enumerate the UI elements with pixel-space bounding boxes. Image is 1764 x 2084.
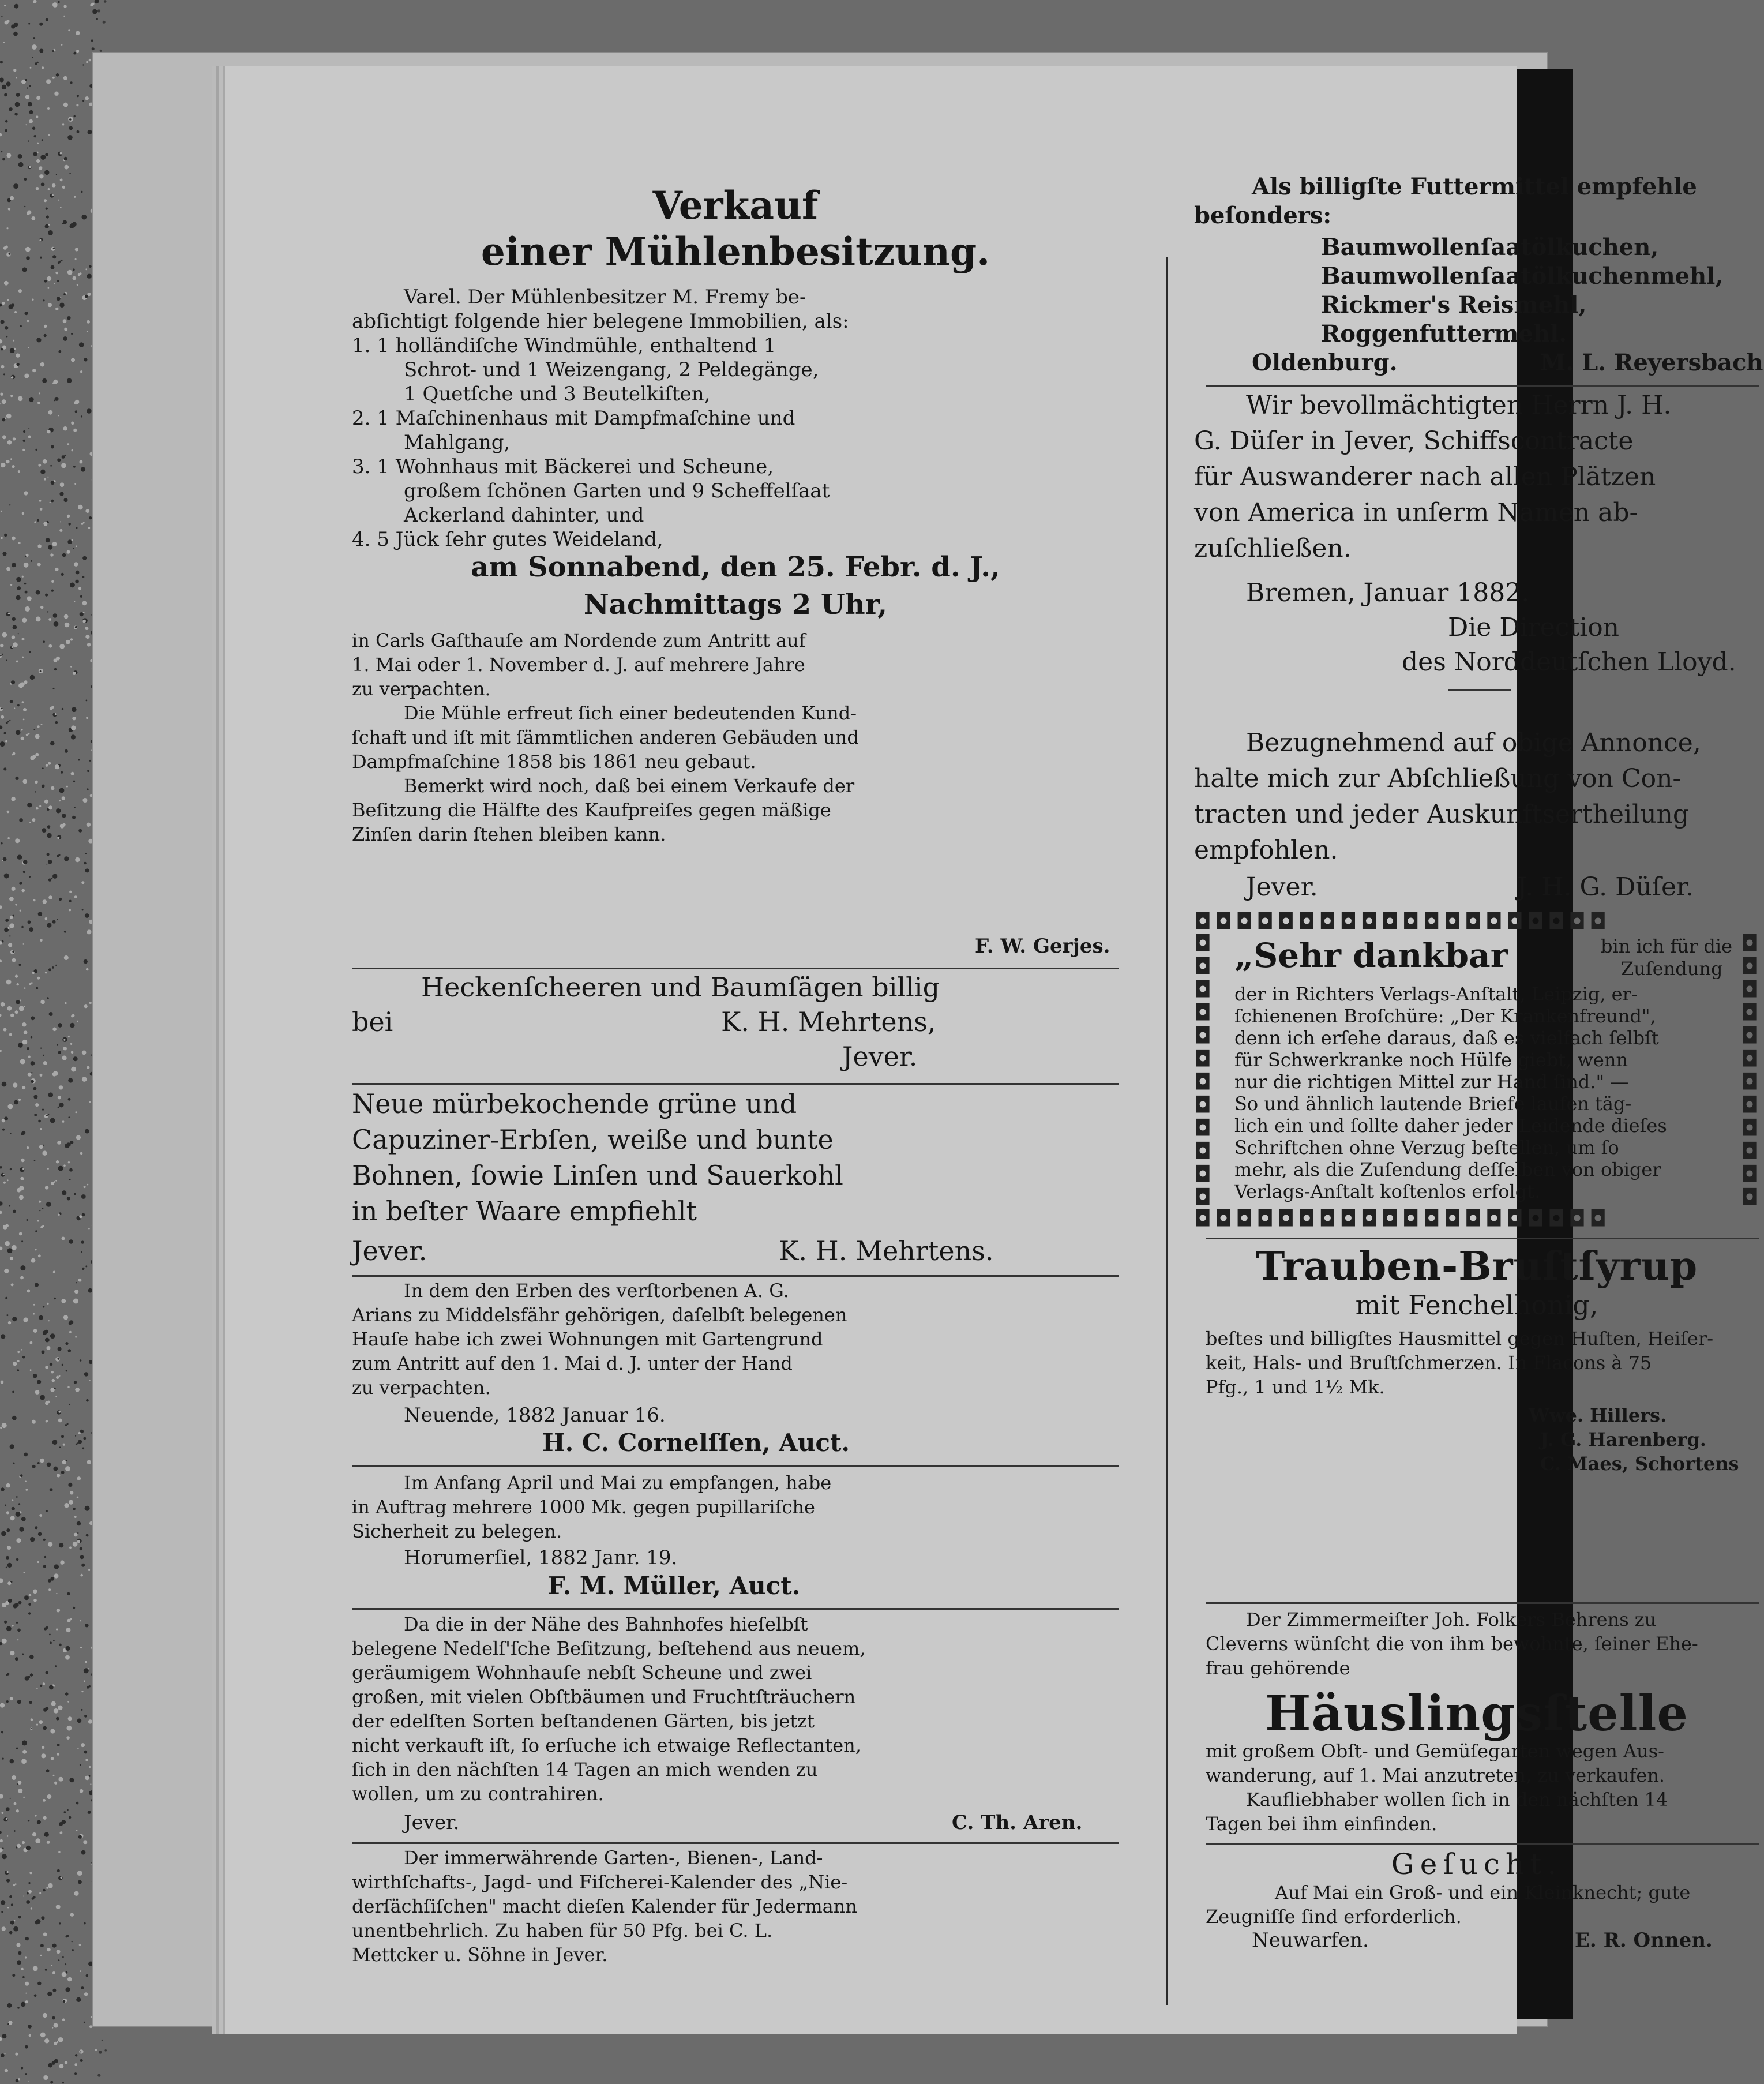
ad-date: am Sonnabend, den 25. Febr. d. J., xyxy=(471,551,1000,583)
text-line: lich ein und ſollte daher jeder Leidende dieſes xyxy=(1234,1115,1667,1137)
text-line: großen, mit vielen Obſtbäumen und Fruchtſträuchern xyxy=(352,1686,856,1708)
ornament-column-icon: ◘ ◘ ◘ ◘ ◘ ◘ ◘ ◘ ◘ ◘ ◘ ◘ xyxy=(1194,931,1215,1210)
signature: J. H. G. Düſer. xyxy=(1517,872,1694,902)
text-line: keit, Hals- und Bruſtſchmerzen. In Flacons à 75 xyxy=(1206,1352,1652,1374)
text-line: In dem den Erben des verſtorbenen A. G. xyxy=(404,1280,789,1302)
ad-text: bei xyxy=(352,1006,393,1037)
text-line: in beſter Waare empfiehlt xyxy=(352,1195,697,1227)
text-line: denn ich erſehe daraus, daß es vielfach ſelbſt xyxy=(1234,1027,1659,1049)
signature: des Norddeutſchen Lloyd. xyxy=(1402,647,1736,677)
ad-text: beſonders: xyxy=(1194,202,1332,229)
text-line: für Schwerkranke noch Hülfe giebt, wenn xyxy=(1234,1049,1628,1071)
text-line: in Carls Gaſthauſe am Nordende zum Antritt auf xyxy=(352,629,806,651)
text-line: Schrot- und 1 Weizengang, 2 Peldegänge, xyxy=(404,358,819,381)
seller-name: Wwe. Hillers. xyxy=(1529,1404,1667,1426)
text-line: Sicherheit zu belegen. xyxy=(352,1520,562,1542)
text-line: Da die in der Nähe des Bahnhofes hieſelbſt xyxy=(404,1613,808,1635)
text-line: Zinſen darin ſtehen bleiben kann. xyxy=(352,823,666,845)
signature: H. C. Cornelſſen, Auct. xyxy=(542,1429,850,1457)
dateline: Neuende, 1882 Januar 16. xyxy=(404,1404,666,1427)
text-line: frau gehörende xyxy=(1206,1657,1350,1679)
ad-headline: „Sehr dankbar xyxy=(1234,936,1508,975)
ad-text: Zuſendung xyxy=(1621,958,1723,980)
divider xyxy=(1206,385,1759,387)
text-line: Capuziner-Erbſen, weiße und bunte xyxy=(352,1124,834,1155)
text-line: für Auswanderer nach allen Plätzen xyxy=(1194,462,1656,492)
text-line: Mettcker u. Söhne in Jever. xyxy=(352,1944,608,1966)
text-line: Arians zu Middelsfähr gehörigen, daſelbſt belegenen xyxy=(352,1304,847,1326)
text-line: mit großem Obſt- und Gemüſegarten wegen Aus- xyxy=(1206,1740,1664,1762)
divider xyxy=(352,1608,1119,1610)
product-item: Baumwollenſaatölkuchen, xyxy=(1321,234,1659,261)
text-line: tracten und jeder Auskunftsertheilung xyxy=(1194,800,1690,829)
seller-name: J. G. Harenberg. xyxy=(1540,1429,1706,1450)
ad-time: Nachmittags 2 Uhr, xyxy=(583,589,888,621)
text-line: Tagen bei ihm einfinden. xyxy=(1206,1813,1438,1835)
signature: F. M. Müller, Auct. xyxy=(548,1572,801,1600)
text-line: Dampfmaſchine 1858 bis 1861 neu gebaut. xyxy=(352,751,756,773)
text-line: Bemerkt wird noch, daß bei einem Verkaufe der xyxy=(404,775,855,797)
ad-text: K. H. Mehrtens. xyxy=(779,1235,994,1266)
ad-title: einer Mühlenbesitzung. xyxy=(481,229,990,274)
signature: Die Direction xyxy=(1448,613,1620,642)
divider xyxy=(352,968,1119,969)
divider xyxy=(352,1842,1119,1844)
ad-title: Trauben-Bruſtſyrup xyxy=(1255,1243,1698,1290)
ornament-row-icon: ◘◘◘◘◘◘◘◘◘◘◘◘◘◘◘◘◘◘◘◘ xyxy=(1194,1206,1611,1231)
text-line: unentbehrlich. Zu haben für 50 Pfg. bei C. L. xyxy=(352,1920,773,1941)
text-line: 4. 5 Jück ſehr gutes Weideland, xyxy=(352,528,663,551)
text-line: der in Richters Verlags-Anſtalt, Leipzig, er- xyxy=(1234,983,1638,1005)
text-line: abſichtigt folgende hier belegene Immobilien, als: xyxy=(352,310,849,333)
text-line: Der immerwährende Garten-, Bienen-, Land- xyxy=(404,1847,823,1869)
dateline: Horumerſiel, 1882 Janr. 19. xyxy=(404,1546,678,1569)
ad-text: Jever. xyxy=(352,1235,427,1266)
text-line: großem ſchönen Garten und 9 Scheffelſaat xyxy=(404,479,830,503)
text-line: 1. 1 holländiſche Windmühle, enthaltend 1 xyxy=(352,334,776,357)
text-line: empfohlen. xyxy=(1194,835,1338,865)
text-line: 1. Mai oder 1. November d. J. auf mehrere Jahre xyxy=(352,654,805,676)
text-line: Beſitzung die Hälfte des Kaufpreiſes gegen mäßige xyxy=(352,799,831,821)
text-line: Pfg., 1 und 1½ Mk. xyxy=(1206,1376,1385,1398)
text-line: nur die richtigen Mittel zur Hand ſind." — xyxy=(1234,1071,1629,1093)
text-line: zu verpachten. xyxy=(352,1377,491,1399)
ad-text: Als billigſte Futtermittel empfehle xyxy=(1252,173,1697,200)
text-line: von America in unſerm Namen ab- xyxy=(1194,498,1638,527)
ad-text: Jever. xyxy=(842,1041,918,1072)
divider xyxy=(1206,1602,1759,1604)
ad-title: Verkauf xyxy=(652,183,819,228)
place: Oldenburg. xyxy=(1252,349,1398,376)
place: Neuwarfen. xyxy=(1252,1929,1369,1952)
text-line: Bezugnehmend auf obige Annonce, xyxy=(1246,728,1701,758)
text-line: Ackerland dahinter, und xyxy=(404,504,644,527)
text-line: ſchienenen Broſchüre: „Der Krankenfreund", xyxy=(1234,1005,1656,1027)
text-line: Die Mühle erfreut ſich einer bedeutenden Kund- xyxy=(404,702,857,724)
text-line: Kaufliebhaber wollen ſich in den nächſten 14 xyxy=(1246,1789,1668,1811)
text-line: Zeugniſſe ſind erforderlich. xyxy=(1206,1906,1462,1928)
text-line: Der Zimmermeiſter Joh. Folkers Behrens zu xyxy=(1246,1609,1657,1631)
text-line: Neue mürbekochende grüne und xyxy=(352,1088,797,1119)
text-line: halte mich zur Abſchließung von Con- xyxy=(1194,764,1682,793)
signature: E. R. Onnen. xyxy=(1575,1929,1713,1952)
text-line: Mahlgang, xyxy=(404,431,511,454)
text-line: G. Düſer in Jever, Schiffscontracte xyxy=(1194,426,1634,456)
place: Jever. xyxy=(404,1811,460,1834)
text-line: Varel. Der Mühlenbesitzer M. Fremy be- xyxy=(404,286,806,309)
text-line: Auf Mai ein Groß- und ein Kleinknecht; gute xyxy=(1275,1881,1691,1903)
text-line: ſchaft und iſt mit ſämmtlichen anderen Gebäuden und xyxy=(352,726,859,748)
text-line: wollen, um zu contrahiren. xyxy=(352,1783,604,1805)
ad-title: Häuslingsſtelle xyxy=(1265,1685,1688,1742)
text-line: ſich in den nächſten 14 Tagen an mich wenden zu xyxy=(352,1759,818,1781)
text-line: zuſchließen. xyxy=(1194,534,1352,563)
text-line: nicht verkauft iſt, ſo erſuche ich etwaige Reflectanten, xyxy=(352,1734,861,1756)
seller-name: C. Maes, Schortens xyxy=(1540,1453,1739,1475)
text-line: zu verpachten. xyxy=(352,678,491,700)
ornament-column-icon: ◘ ◘ ◘ ◘ ◘ ◘ ◘ ◘ ◘ ◘ ◘ ◘ xyxy=(1741,931,1762,1210)
text-line: Hauſe habe ich zwei Wohnungen mit Gartengrund xyxy=(352,1328,823,1350)
text-line: Cleverns wünſcht die von ihm bewohnte, ſeiner Ehe- xyxy=(1206,1633,1698,1655)
text-line: Im Anfang April und Mai zu empfangen, habe xyxy=(404,1472,832,1494)
text-line: mehr, als die Zuſendung deſſelben von obiger xyxy=(1234,1159,1661,1180)
text-line: 1 Quetſche und 3 Beutelkiſten, xyxy=(404,383,711,406)
text-line: beſtes und billigſtes Hausmittel gegen Huſten, Heiſer- xyxy=(1206,1328,1714,1350)
text-line: derſächſiſchen" macht dieſen Kalender für Jedermann xyxy=(352,1895,857,1917)
divider xyxy=(1206,1238,1759,1239)
text-line: 2. 1 Maſchinenhaus mit Dampfmaſchine und xyxy=(352,407,795,430)
ad-text: Heckenſcheeren und Baumſägen billig xyxy=(421,972,940,1003)
signature: M. L. Reyersbach xyxy=(1540,349,1763,376)
text-line: 3. 1 Wohnhaus mit Bäckerei und Scheune, xyxy=(352,455,774,478)
signature: C. Th. Aren. xyxy=(952,1811,1083,1834)
product-item: Baumwollenſaatölkuchenmehl, xyxy=(1321,263,1724,290)
text-line: So und ähnlich lautende Briefe laufen täg- xyxy=(1234,1093,1632,1115)
divider xyxy=(1206,1843,1759,1845)
text-line: Verlags-Anſtalt koſtenlos erfolgt. xyxy=(1234,1180,1541,1202)
product-item: Rickmer's Reismehl, xyxy=(1321,291,1587,318)
newspaper-page xyxy=(225,66,1763,2034)
dateline: Bremen, Januar 1882. xyxy=(1246,578,1530,608)
text-line: zum Antritt auf den 1. Mai d. J. unter der Hand xyxy=(352,1352,793,1374)
divider xyxy=(352,1275,1119,1277)
column-divider xyxy=(1166,257,1168,2005)
text-line: wirthſchafts-, Jagd- und Fiſcherei-Kalender des „Nie- xyxy=(352,1871,848,1893)
text-line: in Auftrag mehrere 1000 Mk. gegen pupillariſche xyxy=(352,1496,815,1518)
divider xyxy=(1448,689,1511,691)
ad-title: Geſucht. xyxy=(1391,1847,1563,1881)
text-line: wanderung, auf 1. Mai anzutreten, zu verkaufen. xyxy=(1206,1764,1665,1786)
ad-text: bin ich für die xyxy=(1601,935,1733,957)
ornament-row-icon: ◘◘◘◘◘◘◘◘◘◘◘◘◘◘◘◘◘◘◘◘ xyxy=(1194,909,1611,934)
product-item: Roggenfuttermehl. xyxy=(1321,320,1567,347)
text-line: geräumigem Wohnhauſe nebſt Scheune und zwei xyxy=(352,1662,812,1684)
text-line: der edelſten Sorten beſtandenen Gärten, bis jetzt xyxy=(352,1710,815,1732)
text-line: Wir bevollmächtigten Herrn J. H. xyxy=(1246,391,1672,420)
ornament-border-box xyxy=(1194,909,1762,1232)
text-line: belegene Nedelſ'ſche Beſitzung, beſtehend aus neuem, xyxy=(352,1637,866,1659)
divider xyxy=(352,1465,1119,1467)
divider xyxy=(352,1083,1119,1085)
text-line: Bohnen, ſowie Linſen und Sauerkohl xyxy=(352,1160,843,1191)
ad-subtitle: mit Fenchelhonig, xyxy=(1355,1290,1598,1321)
signature: F. W. Gerjes. xyxy=(975,935,1110,958)
text-line: Schriftchen ohne Verzug beſtellen, um ſo xyxy=(1234,1137,1619,1159)
place: Jever. xyxy=(1246,872,1318,902)
ad-text: K. H. Mehrtens, xyxy=(721,1006,936,1037)
